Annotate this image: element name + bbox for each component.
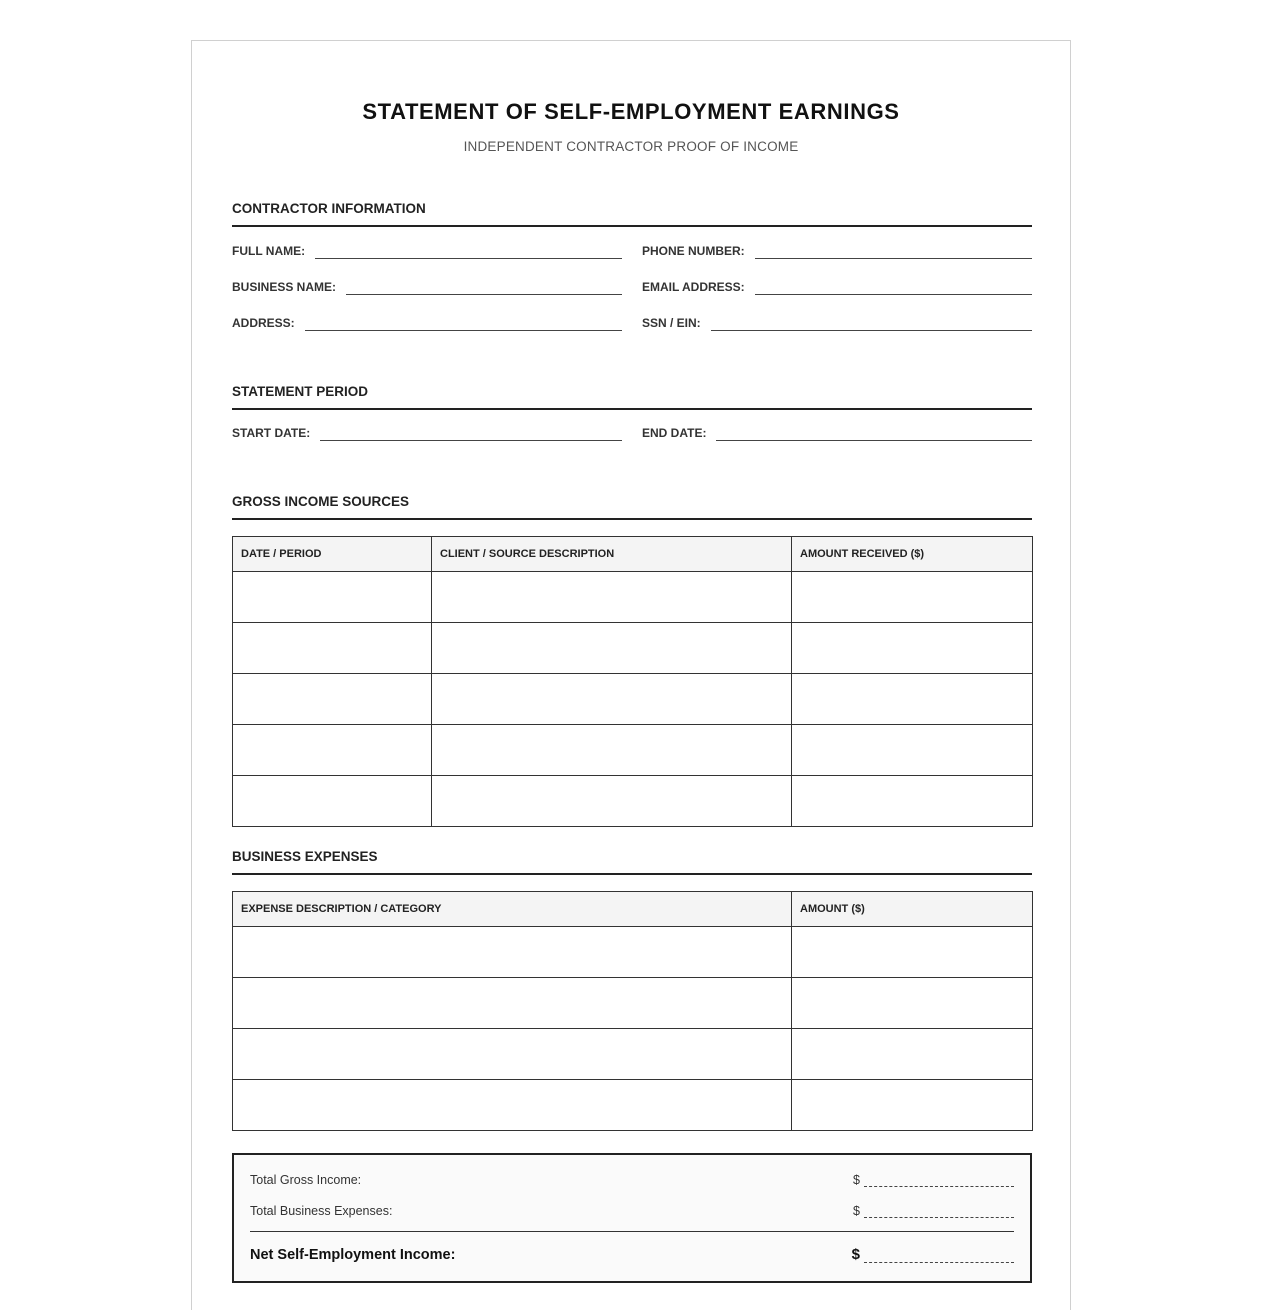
table-cell[interactable]	[233, 927, 792, 978]
end-date-input-line[interactable]	[716, 424, 1032, 441]
ssn-ein-field	[642, 311, 1032, 331]
total-business-expenses-input-line[interactable]	[864, 1205, 1014, 1218]
total-gross-income-input-line[interactable]	[864, 1174, 1014, 1187]
table-cell[interactable]	[233, 1029, 792, 1080]
email-address-label: EMAIL ADDRESS:	[642, 280, 745, 294]
total-gross-income-label: Total Gross Income:	[250, 1173, 362, 1187]
table-row	[233, 674, 1033, 725]
phone-number-field	[642, 239, 1032, 259]
net-income-label: Net Self-Employment Income:	[250, 1247, 456, 1263]
table-cell[interactable]	[233, 674, 432, 725]
table-cell[interactable]	[233, 978, 792, 1029]
end-date-label: END DATE:	[642, 426, 707, 440]
section-heading-business-expenses: BUSINESS EXPENSES	[232, 849, 1032, 875]
table-row	[233, 927, 1033, 978]
table-cell[interactable]	[432, 623, 792, 674]
table-cell[interactable]	[792, 1029, 1033, 1080]
table-cell[interactable]	[792, 927, 1033, 978]
table-row	[233, 978, 1033, 1029]
table-header-row	[233, 537, 1033, 572]
start-date-label: START DATE:	[232, 426, 311, 440]
phone-number-label: PHONE NUMBER:	[642, 244, 745, 258]
table-cell[interactable]	[792, 725, 1033, 776]
address-input-line[interactable]	[305, 314, 622, 331]
gross-income-table	[232, 536, 1033, 827]
table-row	[233, 1029, 1033, 1080]
column-header-amount: AMOUNT ($)	[792, 892, 1033, 927]
table-header-row	[233, 892, 1033, 927]
table-cell[interactable]	[432, 572, 792, 623]
end-date-field	[642, 421, 1032, 441]
ssn-ein-input-line[interactable]	[711, 314, 1032, 331]
business-name-label: BUSINESS NAME:	[232, 280, 337, 294]
section-heading-gross-income-sources: GROSS INCOME SOURCES	[232, 494, 1032, 520]
business-name-field	[232, 275, 622, 295]
total-business-expenses-row	[250, 1204, 1014, 1218]
net-income-input-line[interactable]	[864, 1250, 1014, 1263]
address-field	[232, 311, 622, 331]
table-cell[interactable]	[233, 572, 432, 623]
currency-symbol: $	[851, 1246, 860, 1263]
table-cell[interactable]	[792, 674, 1033, 725]
table-cell[interactable]	[792, 623, 1033, 674]
table-cell[interactable]	[233, 623, 432, 674]
table-cell[interactable]	[432, 725, 792, 776]
document-subtitle: INDEPENDENT CONTRACTOR PROOF OF INCOME	[463, 139, 799, 154]
ssn-ein-label: SSN / EIN:	[642, 316, 701, 330]
table-cell[interactable]	[432, 776, 792, 827]
table-cell[interactable]	[792, 572, 1033, 623]
table-cell[interactable]	[792, 1080, 1033, 1131]
email-address-field	[642, 275, 1032, 295]
start-date-input-line[interactable]	[320, 424, 622, 441]
column-header-amount-received: AMOUNT RECEIVED ($)	[792, 537, 1033, 572]
document-page	[191, 40, 1071, 1310]
column-header-expense-description: EXPENSE DESCRIPTION / CATEGORY	[233, 892, 792, 927]
table-row	[233, 1080, 1033, 1131]
business-name-input-line[interactable]	[346, 278, 622, 295]
table-cell[interactable]	[792, 978, 1033, 1029]
table-row	[233, 725, 1033, 776]
business-expenses-table	[232, 891, 1033, 1131]
email-address-input-line[interactable]	[755, 278, 1032, 295]
full-name-input-line[interactable]	[315, 242, 622, 259]
start-date-field	[232, 421, 622, 441]
currency-symbol: $	[853, 1204, 860, 1218]
address-label: ADDRESS:	[232, 316, 295, 330]
summary-divider	[250, 1231, 1014, 1232]
full-name-label: FULL NAME:	[232, 244, 306, 258]
income-summary-box	[232, 1153, 1032, 1283]
currency-symbol: $	[853, 1173, 860, 1187]
total-business-expenses-label: Total Business Expenses:	[250, 1204, 393, 1218]
table-row	[233, 623, 1033, 674]
total-gross-income-row	[250, 1173, 1014, 1187]
table-cell[interactable]	[432, 674, 792, 725]
table-cell[interactable]	[792, 776, 1033, 827]
phone-number-input-line[interactable]	[755, 242, 1032, 259]
table-cell[interactable]	[233, 725, 432, 776]
column-header-client-source: CLIENT / SOURCE DESCRIPTION	[432, 537, 792, 572]
table-row	[233, 776, 1033, 827]
section-heading-statement-period: STATEMENT PERIOD	[232, 384, 1032, 410]
section-heading-contractor-information: CONTRACTOR INFORMATION	[232, 201, 1032, 227]
table-cell[interactable]	[233, 776, 432, 827]
column-header-date-period: DATE / PERIOD	[233, 537, 432, 572]
table-cell[interactable]	[233, 1080, 792, 1131]
table-row	[233, 572, 1033, 623]
full-name-field	[232, 239, 622, 259]
net-income-row	[250, 1246, 1014, 1263]
document-title: STATEMENT OF SELF-EMPLOYMENT EARNINGS	[362, 99, 900, 124]
